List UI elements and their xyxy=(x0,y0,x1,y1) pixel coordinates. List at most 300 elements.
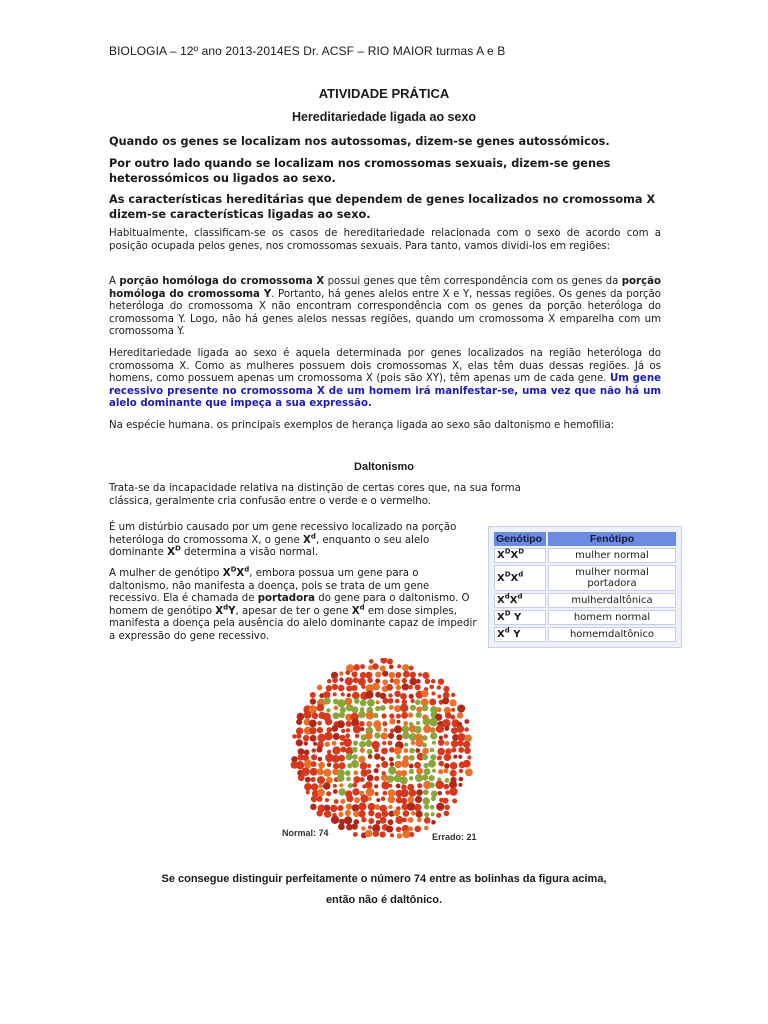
plate-dot xyxy=(327,679,331,683)
gene-symbol: Y xyxy=(228,605,236,617)
plate-dot xyxy=(394,747,402,755)
highlight-text: Um gene recessivo presente no cromossoma X de um homem irá manifestar-se, uma vez que não há um alelo dominante que impeça a sua expressão. xyxy=(109,373,661,410)
plate-dot xyxy=(317,721,322,726)
plate-dot xyxy=(465,769,473,777)
plate-dot xyxy=(310,804,316,810)
plate-dot xyxy=(312,748,317,753)
text-span: A xyxy=(109,276,120,287)
plate-dot xyxy=(435,780,444,789)
plate-dot xyxy=(444,763,450,769)
plate-dot xyxy=(416,768,423,775)
plate-dot xyxy=(372,663,379,670)
plate-dot xyxy=(341,692,345,696)
plate-dot xyxy=(358,810,365,817)
text-span: , enquanto o seu alelo dominante xyxy=(109,534,430,559)
gene-superscript: d xyxy=(504,626,510,635)
plate-dot xyxy=(431,679,436,684)
plate-dot xyxy=(353,725,361,733)
plate-dot xyxy=(408,817,414,823)
plate-dot xyxy=(358,678,366,686)
plate-dot xyxy=(374,776,379,781)
gene-superscript: D xyxy=(518,547,525,556)
plate-dot xyxy=(388,805,392,809)
plate-dot xyxy=(424,804,429,809)
plate-dot xyxy=(381,748,388,755)
plate-dot xyxy=(359,741,366,748)
text-span: A mulher de genótipo xyxy=(109,568,223,579)
plate-dot xyxy=(365,740,372,747)
plate-dot xyxy=(388,698,394,704)
paragraph-cause xyxy=(109,522,481,560)
gene-superscript: d xyxy=(310,532,316,541)
plate-dot xyxy=(395,761,402,768)
plate-dot xyxy=(305,777,311,783)
plate-dot xyxy=(464,727,469,732)
plate-dot xyxy=(428,760,436,768)
table-header-phenotype: Fenótipo xyxy=(548,532,676,546)
plate-dot xyxy=(353,832,358,837)
text-span: determina a visão normal. xyxy=(180,547,319,559)
plate-dot xyxy=(396,755,401,760)
plate-dot xyxy=(450,770,457,777)
text-span: Hereditariedade ligada ao sexo é aquela determinada por genes localizados na região heteróloga do cromossoma X. Como as mulheres possuem dois cromossomas X, elas têm duas dessas regiões. Já os homens, como possuem apenas um cromossoma X (pois são XY), têm apenas um de cada gene. xyxy=(109,348,661,385)
plate-dot xyxy=(296,719,302,725)
plate-dot xyxy=(418,673,422,677)
plate-dot xyxy=(443,686,449,692)
plate-dot xyxy=(423,789,429,795)
plate-dot xyxy=(324,697,331,704)
plate-dot xyxy=(351,685,357,691)
plate-dot xyxy=(400,704,408,712)
plate-dot xyxy=(388,741,393,746)
gene-superscript: d xyxy=(504,592,510,601)
plate-dot xyxy=(424,812,429,817)
plate-dot xyxy=(437,685,441,689)
plate-dot xyxy=(353,776,360,783)
gene-symbol: X xyxy=(497,572,505,584)
plate-dot xyxy=(411,811,416,816)
plate-dot xyxy=(404,743,408,747)
plate-dot xyxy=(415,796,422,803)
plate-dot xyxy=(367,764,371,768)
plate-dot xyxy=(464,747,471,754)
genotype-cell xyxy=(494,548,546,563)
plate-dot xyxy=(416,679,421,684)
paragraph-homologous-region xyxy=(109,276,661,339)
phenotype-cell: homemdaltônico xyxy=(548,627,676,642)
plate-dot xyxy=(387,659,393,665)
plate-dot xyxy=(388,819,394,825)
plate-dot xyxy=(417,818,422,823)
plate-dot xyxy=(304,750,310,756)
plate-dot xyxy=(345,677,353,685)
plate-dot xyxy=(400,693,407,700)
plate-dot xyxy=(437,755,442,760)
plate-dot xyxy=(345,770,351,776)
ishihara-plate-figure xyxy=(268,658,498,854)
plate-dot xyxy=(414,804,422,812)
plate-dot xyxy=(376,764,380,768)
plate-dot xyxy=(311,754,317,760)
plate-dot xyxy=(390,833,394,837)
plate-dot xyxy=(409,748,415,754)
plate-dot xyxy=(332,746,340,754)
plate-dot xyxy=(338,685,345,692)
plate-dot xyxy=(410,672,416,678)
plate-dot xyxy=(374,748,379,753)
plate-dot xyxy=(422,754,428,760)
caption-line-2: então não é daltônico. xyxy=(325,894,443,906)
plate-dot xyxy=(389,757,394,762)
text-span: . Portanto, há genes alelos entre X e Y, nessas regiões. Os genes da porção heteróloga do cromossoma X não encontram correspondência com os genes da porção heteróloga do cromossoma Y. Logo, não há genes alelos nessas regiões, quando um cromossoma X emparelha com um cromossoma Y. xyxy=(109,288,662,338)
plate-dot xyxy=(394,705,401,712)
plate-dot xyxy=(397,664,401,668)
plate-dot xyxy=(404,748,409,753)
bold-term: porção homóloga do cromossoma Y xyxy=(109,276,661,300)
plate-dot xyxy=(333,763,340,770)
genotype-cell xyxy=(494,627,546,642)
plate-dot xyxy=(326,708,330,712)
gene-symbol: X xyxy=(497,612,505,623)
plate-dot xyxy=(437,748,445,756)
plate-dot xyxy=(346,795,353,802)
plate-dot xyxy=(375,671,381,677)
plate-dot xyxy=(312,713,319,720)
table-row xyxy=(494,627,676,642)
plate-dot xyxy=(332,677,338,683)
plate-dot xyxy=(381,733,388,740)
plate-dot xyxy=(374,753,380,759)
plate-dot xyxy=(373,713,378,718)
gene-symbol: X xyxy=(509,595,518,606)
plate-dot xyxy=(339,678,343,682)
plate-dot xyxy=(439,736,443,740)
plate-dot xyxy=(431,820,436,825)
plate-dot xyxy=(313,742,317,746)
plate-dot xyxy=(402,678,407,683)
label-errado: Errado: 21 xyxy=(432,832,477,842)
plate-dot xyxy=(368,754,373,759)
plate-dot xyxy=(436,803,444,811)
plate-dot xyxy=(408,685,413,690)
plate-dot xyxy=(340,747,346,753)
gene-symbol: X xyxy=(497,595,505,606)
page-subtitle: Hereditariedade ligada ao sexo xyxy=(291,110,477,124)
plate-dot xyxy=(337,720,345,728)
plate-dot xyxy=(310,698,316,704)
plate-dot xyxy=(351,760,359,768)
intro-bold-paragraph-2: Por outro lado quando se localizam nos cromossomas sexuais, dizem-se genes heterossómicos ou ligados ao sexo. xyxy=(109,157,611,185)
plate-dot xyxy=(317,747,323,753)
plate-dot xyxy=(396,784,401,789)
text-span: do gene para o daltonismo. O homem de genótipo xyxy=(109,593,470,617)
plate-dot xyxy=(345,670,350,675)
plate-dot xyxy=(382,811,389,818)
plate-dot xyxy=(341,729,345,733)
phenotype-cell: homem normal xyxy=(548,610,676,625)
plate-dot xyxy=(389,713,394,718)
plate-dot xyxy=(425,679,431,685)
plate-dot xyxy=(432,769,436,773)
plate-dot xyxy=(317,727,323,733)
plate-dot xyxy=(318,757,323,762)
plate-dot xyxy=(382,671,388,677)
gene-symbol: X xyxy=(302,534,311,546)
plate-dot xyxy=(375,792,379,796)
plate-dot xyxy=(382,698,388,704)
plate-dot xyxy=(463,760,471,768)
plate-dot xyxy=(444,734,449,739)
plate-dot xyxy=(374,804,380,810)
plate-dot xyxy=(367,749,373,755)
plate-dot xyxy=(422,775,428,781)
plate-dot xyxy=(394,691,400,697)
table-row xyxy=(494,548,676,563)
gene-symbol: X xyxy=(497,629,505,640)
plate-dot xyxy=(408,713,413,718)
plate-dot xyxy=(306,790,310,794)
plate-dot xyxy=(323,769,331,777)
plate-dot xyxy=(324,810,332,818)
plate-dot xyxy=(410,699,414,703)
plate-dot xyxy=(380,658,387,664)
gene-symbol: X xyxy=(510,572,519,584)
plate-dot xyxy=(346,728,350,732)
plate-dot xyxy=(360,762,368,770)
plate-dot xyxy=(366,721,372,727)
plate-dot xyxy=(415,826,422,833)
plate-dot xyxy=(387,775,394,782)
plate-dot xyxy=(415,748,420,753)
plate-dot xyxy=(353,741,358,746)
text-span: , embora possua um gene para o daltonismo, não manifesta a doença, pois se trata de um gene recessivo. Ela é chamada de xyxy=(109,568,430,605)
gene-symbol: X xyxy=(215,605,224,617)
plate-dot xyxy=(394,678,401,685)
plate-dot xyxy=(374,732,380,738)
plate-dot xyxy=(365,830,373,838)
plate-dot xyxy=(326,791,331,796)
text-span: em dose simples, manifesta a doença pela ausência do alelo dominante capaz de impedir a expressão do gene recessivo. xyxy=(109,605,477,642)
plate-dot xyxy=(353,677,359,683)
plate-dot xyxy=(333,733,340,740)
plate-dot xyxy=(311,796,317,802)
plate-dot xyxy=(334,706,339,711)
plate-dot xyxy=(409,776,414,781)
plate-dot xyxy=(352,671,358,677)
plate-dot xyxy=(380,756,385,761)
plate-dot xyxy=(424,817,431,824)
plate-dot xyxy=(409,764,414,769)
plate-dot xyxy=(402,818,407,823)
plate-dot xyxy=(346,721,352,727)
plate-dot xyxy=(346,777,351,782)
plate-dot xyxy=(368,810,374,816)
plate-dot xyxy=(325,718,332,725)
table-row xyxy=(494,565,676,591)
ishihara-plate xyxy=(268,658,498,854)
plate-dot xyxy=(339,762,346,769)
plate-dot xyxy=(311,761,317,767)
plate-dot xyxy=(396,685,401,690)
plate-dot xyxy=(360,795,368,803)
gene-superscript: D xyxy=(174,544,181,553)
plate-dot xyxy=(345,698,353,706)
plate-dot xyxy=(303,735,309,741)
plate-dot xyxy=(367,678,373,684)
plate-dot xyxy=(431,812,435,816)
plate-dot xyxy=(326,727,332,733)
plate-dot xyxy=(438,769,443,774)
plate-dot xyxy=(396,714,401,719)
plate-dot xyxy=(366,769,371,774)
plate-dot xyxy=(414,726,422,734)
plate-dot xyxy=(338,788,345,795)
plate-dot xyxy=(451,708,455,712)
table-row xyxy=(494,610,676,625)
plate-dot xyxy=(407,796,414,803)
caption-line-1: Se consegue distinguir perfeitamente o número 74 entre as bolinhas da figura acima, xyxy=(161,873,607,885)
plate-dot xyxy=(449,787,457,795)
plate-dot xyxy=(382,721,387,726)
text-span: possui genes que têm correspondência com os genes da xyxy=(324,276,622,287)
plate-dot xyxy=(337,774,345,782)
plate-dot xyxy=(388,766,396,774)
gene-superscript: D xyxy=(504,570,511,579)
plate-dot xyxy=(459,777,464,782)
plate-dot xyxy=(367,775,374,782)
plate-dot xyxy=(368,797,372,801)
plate-dot xyxy=(369,659,374,664)
paragraph-examples: Na espécie humana. os principais exemplos de herança ligada ao sexo são daltonismo e hemofilia: xyxy=(109,420,615,431)
plate-dot xyxy=(395,699,400,704)
plate-dot xyxy=(402,664,409,671)
genotype-cell xyxy=(494,593,546,608)
plate-dot xyxy=(380,666,386,672)
plate-dot xyxy=(331,816,339,824)
plate-dot xyxy=(360,748,365,753)
plate-dot xyxy=(397,833,403,839)
paragraph-carrier xyxy=(109,565,481,644)
plate-dot xyxy=(361,685,365,689)
plate-dot xyxy=(389,747,395,753)
plate-dot xyxy=(432,741,436,745)
plate-dot xyxy=(375,706,380,711)
plate-dot xyxy=(296,733,301,738)
plate-dot xyxy=(337,699,345,707)
plate-dot xyxy=(352,754,358,760)
plate-dot xyxy=(367,699,375,707)
plate-dot xyxy=(444,805,450,811)
plate-dot xyxy=(365,732,373,740)
plate-dot xyxy=(386,684,393,691)
gene-superscript: D xyxy=(230,565,237,574)
plate-dot xyxy=(365,672,372,679)
gene-symbol: X xyxy=(510,550,519,561)
plate-dot xyxy=(450,699,457,706)
plate-dot xyxy=(338,823,345,830)
plate-dot xyxy=(317,796,323,802)
plate-dot xyxy=(432,692,436,696)
plate-dot xyxy=(430,805,435,810)
plate-dot xyxy=(368,825,372,829)
plate-dot xyxy=(409,666,414,671)
plate-dot xyxy=(402,830,410,838)
gene-symbol: X xyxy=(222,568,231,579)
plate-dot xyxy=(429,685,434,690)
plate-dot xyxy=(381,797,386,802)
plate-dot xyxy=(318,762,325,769)
plate-dot xyxy=(403,810,410,817)
intro-bold-paragraph-1: Quando os genes se localizam nos autossomas, dizem-se genes autossómicos. xyxy=(109,135,610,148)
plate-dot xyxy=(310,768,318,776)
plate-dot xyxy=(311,783,319,791)
phenotype-cell: mulherdaltônica xyxy=(548,593,676,608)
plate-dot xyxy=(339,783,343,787)
plate-dot xyxy=(383,728,387,732)
plate-dot xyxy=(458,755,462,759)
plate-dot xyxy=(338,812,343,817)
plate-dot xyxy=(458,783,462,787)
plate-dot xyxy=(389,665,394,670)
plate-dot xyxy=(450,715,455,720)
plate-dot xyxy=(451,693,455,697)
plate-dot xyxy=(317,810,323,816)
plate-dot xyxy=(360,664,365,669)
plate-dot xyxy=(390,679,394,683)
plate-dot xyxy=(431,796,436,801)
plate-dot xyxy=(464,719,469,724)
plate-dot xyxy=(416,789,423,796)
plate-dot xyxy=(358,711,366,719)
plate-dot xyxy=(365,781,372,788)
plate-dot xyxy=(352,788,359,795)
plate-dot xyxy=(376,798,380,802)
plate-dot xyxy=(422,735,428,741)
paragraph-definition: Trata-se da incapacidade relativa na distinção de certas cores que, na sua forma clássica, geralmente cria confusão entre o verde e o vermelho. xyxy=(109,483,521,507)
plate-dot xyxy=(457,733,465,741)
plate-dot xyxy=(390,762,395,767)
plate-dot xyxy=(343,738,352,747)
plate-dot xyxy=(380,705,386,711)
plate-dot xyxy=(368,803,376,811)
plate-dot xyxy=(445,790,450,795)
plate-dot xyxy=(424,768,431,775)
plate-dot xyxy=(317,685,323,691)
plate-dot xyxy=(444,811,450,817)
plate-dot xyxy=(400,776,408,784)
plate-dot xyxy=(353,770,358,775)
plate-dot xyxy=(417,783,422,788)
plate-dot xyxy=(298,774,305,781)
plate-dot xyxy=(444,753,452,761)
plate-dot xyxy=(375,812,382,819)
plate-dot xyxy=(416,712,422,718)
plate-dot xyxy=(340,707,346,713)
plate-dot xyxy=(352,747,358,753)
plate-dot xyxy=(397,720,401,724)
plate-dot xyxy=(323,782,331,790)
plate-dot xyxy=(310,735,317,742)
plate-dot xyxy=(415,700,421,706)
plate-dot xyxy=(347,693,351,697)
plate-dot xyxy=(436,725,444,733)
plate-dot xyxy=(309,720,317,728)
plate-dot xyxy=(296,761,304,769)
gene-superscript: d xyxy=(517,592,523,601)
intro-bold-paragraph-3: As características hereditárias que dependem de genes localizados no cromossoma X dizem-se características ligadas ao sexo. xyxy=(109,193,656,221)
plate-dot xyxy=(423,725,431,733)
plate-dot xyxy=(382,713,387,718)
